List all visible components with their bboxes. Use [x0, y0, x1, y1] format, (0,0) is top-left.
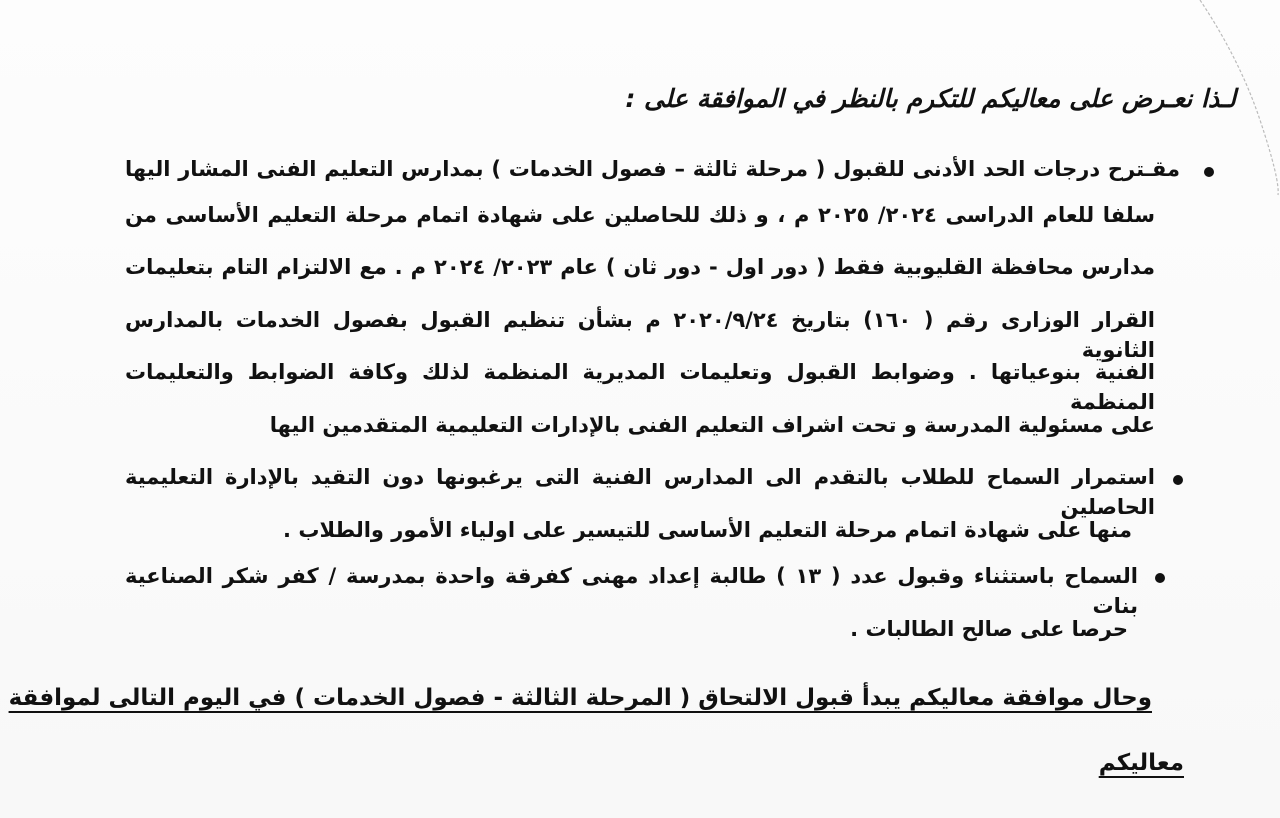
closing-line-2: معاليكم	[1098, 750, 1184, 776]
item-1-line-6: على مسئولية المدرسة و تحت اشراف التعليم الفنى بالإدارات التعليمية المتقدمين اليها	[269, 413, 1155, 437]
item-3-line-2: حرصا على صالح الطالبات .	[850, 617, 1128, 641]
item-1-line-3: مدارس محافظة القليوبية فقط ( دور اول - دور ثان ) عام ٢٠٢٣/ ٢٠٢٤ م . مع الالتزام التام بتعليمات	[125, 255, 1156, 279]
item-2-line-2: منها على شهادة اتمام مرحلة التعليم الأساسى للتيسير على اولياء الأمور والطلاب .	[283, 518, 1132, 542]
item-2-line-1: استمرار السماح للطلاب بالتقدم الى المدارس الفنية التى يرغبونها دون التقيد بالإدارة التعليمية الحاصلين	[125, 465, 1155, 519]
bullet-1	[1204, 167, 1214, 177]
item-1-line-1: مقـترح درجات الحد الأدنى للقبول ( مرحلة ثالثة – فصول الخدمات ) بمدارس التعليم الفنى المشار اليها	[125, 157, 1180, 181]
item-1-line-4: القرار الوزارى رقم ( ١٦٠) بتاريخ ٢٠٢٠/٩/٢٤ م بشأن تنظيم القبول بفصول الخدمات بالمدارس الثانوية	[125, 308, 1156, 362]
item-1-line-5: الفنية بنوعياتها . وضوابط القبول وتعليمات المديرية المنظمة لذلك وكافة الضوابط والتعليمات المنظمة	[125, 360, 1155, 414]
item-1-line-2: سلفا للعام الدراسى ٢٠٢٤/ ٢٠٢٥ م ، و ذلك للحاصلين على شهادة اتمام مرحلة التعليم الأساسى من	[125, 203, 1155, 227]
item-3-line-1: السماح باستثناء وقبول عدد ( ١٣ ) طالبة إعداد مهنى كفرقة واحدة بمدرسة / كفر شكر الصناعية بنات	[125, 564, 1138, 618]
bullet-3	[1155, 573, 1165, 583]
request-heading: لـذا نعـرض على معاليكم للتكرم بالنظر في الموافقة على :	[625, 84, 1236, 113]
closing-line-1: وحال موافقة معاليكم يبدأ قبول الالتحاق ( المرحلة الثالثة - فصول الخدمات ) في اليوم التالى لموافقة	[8, 685, 1152, 711]
bullet-2	[1173, 475, 1183, 485]
